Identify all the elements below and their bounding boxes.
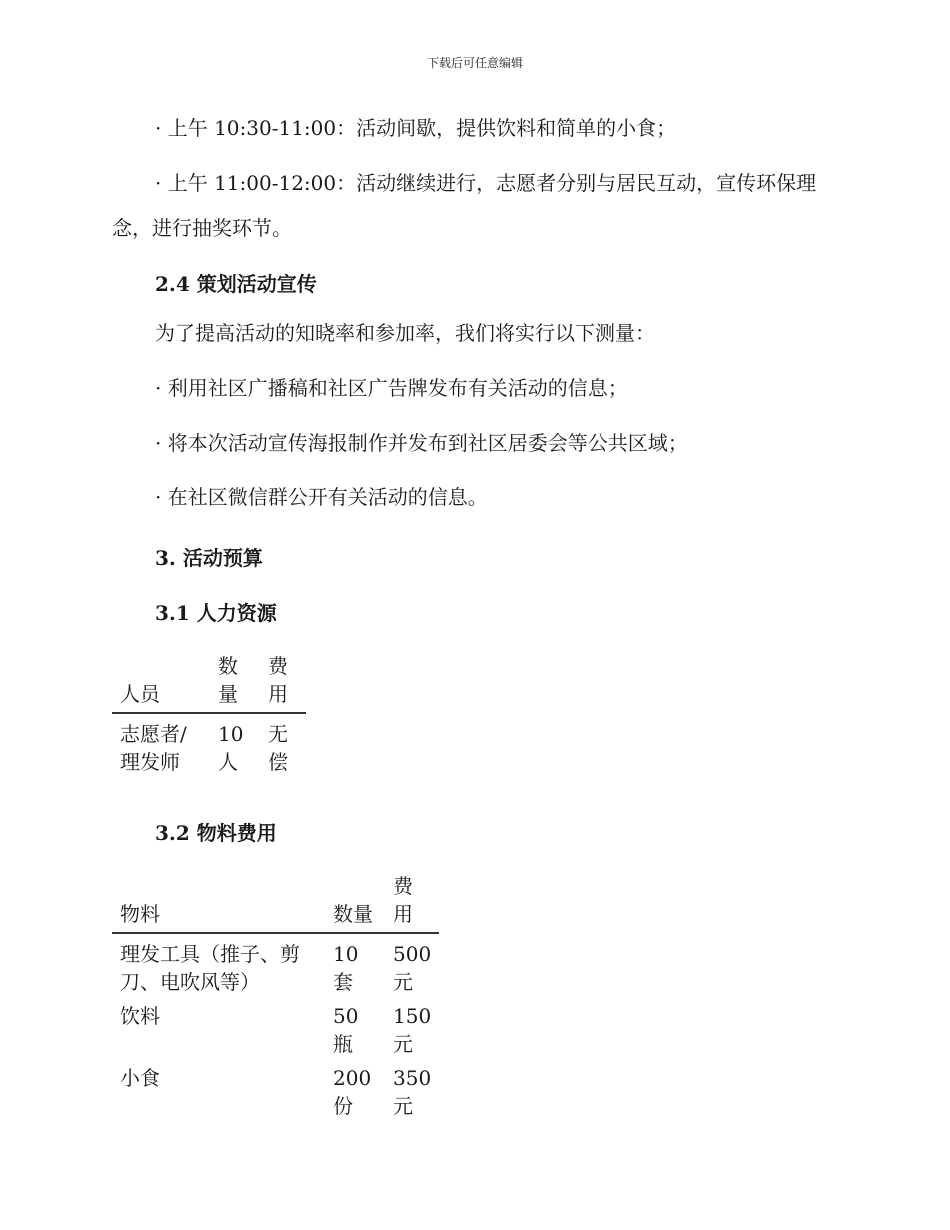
promo-item-2: · 将本次活动宣传海报制作并发布到社区居委会等公共区域； bbox=[155, 431, 688, 455]
hr-cell-fee: 无偿 bbox=[268, 722, 288, 774]
hr-cell-person: 志愿者/理发师 bbox=[120, 722, 187, 774]
hr-header-qty: 数量 bbox=[210, 652, 260, 713]
mat-cell-item: 小食 bbox=[120, 1066, 160, 1090]
table-row bbox=[112, 713, 306, 776]
section-heading-3: 3. 活动预算 bbox=[155, 546, 263, 570]
page-header: 下载后可任意编辑 bbox=[426, 56, 523, 70]
promo-item-3: · 在社区微信群公开有关活动的信息。 bbox=[155, 485, 488, 509]
promo-item-1: · 利用社区广播稿和社区广告牌发布有关活动的信息； bbox=[155, 376, 628, 400]
schedule-item-1: · 上午 10:30-11:00：活动间歇，提供饮料和简单的小食； bbox=[155, 116, 677, 140]
table-row bbox=[112, 1058, 439, 1120]
section-heading-2-4: 2.4 策划活动宣传 bbox=[155, 272, 317, 296]
mat-cell-fee: 150元 bbox=[393, 1004, 432, 1056]
schedule-item-2-continuation: 念，进行抽奖环节。 bbox=[112, 216, 292, 240]
mat-table-header-row bbox=[112, 872, 439, 933]
mat-cell-fee: 500元 bbox=[393, 942, 432, 994]
mat-header-qty: 数量 bbox=[325, 872, 385, 933]
section-heading-3-1: 3.1 人力资源 bbox=[155, 601, 277, 625]
mat-cell-qty: 50瓶 bbox=[333, 1004, 359, 1056]
section-heading-3-2: 3.2 物料费用 bbox=[155, 821, 277, 845]
hr-cell-qty: 10人 bbox=[218, 722, 244, 774]
hr-header-fee: 费用 bbox=[260, 652, 306, 713]
mat-header-fee: 费用 bbox=[385, 872, 439, 933]
mat-cell-qty: 200份 bbox=[333, 1066, 372, 1118]
table-row bbox=[112, 933, 439, 996]
table-row bbox=[112, 996, 439, 1058]
mat-cell-qty: 10套 bbox=[333, 942, 359, 994]
hr-table bbox=[112, 652, 306, 776]
schedule-item-2: · 上午 11:00-12:00：活动继续进行，志愿者分别与居民互动，宣传环保理 bbox=[155, 171, 817, 195]
mat-cell-item: 理发工具（推子、剪刀、电吹风等） bbox=[120, 942, 300, 994]
mat-cell-fee: 350元 bbox=[393, 1066, 432, 1118]
mat-cell-item: 饮料 bbox=[120, 1004, 160, 1028]
material-table bbox=[112, 872, 439, 1120]
hr-header-person: 人员 bbox=[112, 652, 210, 713]
promo-intro: 为了提高活动的知晓率和参加率，我们将实行以下测量： bbox=[155, 321, 655, 345]
hr-table-header-row bbox=[112, 652, 306, 713]
mat-header-item: 物料 bbox=[112, 872, 325, 933]
